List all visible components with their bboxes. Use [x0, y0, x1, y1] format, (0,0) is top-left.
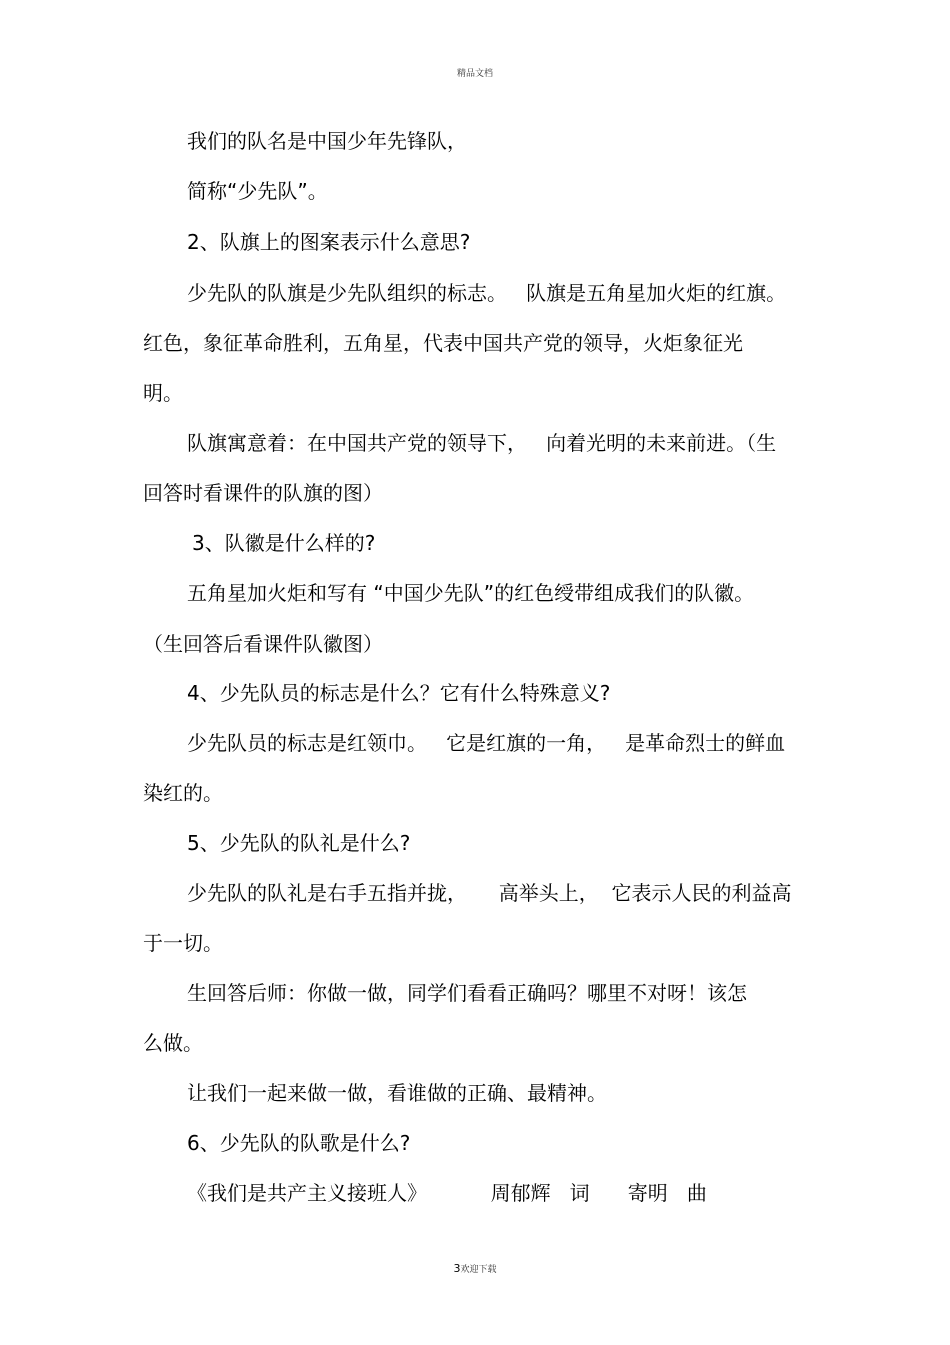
paragraph-line: 红色，象征革命胜利，五角星，代表中国共产党的领导，火炬象征光 — [143, 331, 743, 355]
question-heading: 5、少先队的队礼是什么? — [187, 831, 411, 855]
paragraph-line: 少先队的队旗是少先队组织的标志。 队旗是五角星加火炬的红旗。 — [187, 281, 787, 305]
question-heading: 3、队徽是什么样的? — [192, 531, 376, 555]
page-number: 3 — [453, 1262, 461, 1275]
paragraph-line: 于一切。 — [143, 931, 223, 955]
question-heading: 6、少先队的队歌是什么? — [187, 1131, 411, 1155]
page-footer — [0, 1262, 950, 1275]
paragraph-line: 队旗寓意着：在中国共产党的领导下， 向着光明的未来前进。（生 — [187, 431, 777, 455]
paragraph-line: 五角星加火炬和写有 “中国少先队”的红色绶带组成我们的队徽。 — [187, 581, 755, 605]
paragraph-line: 明。 — [143, 381, 183, 405]
paragraph-line: （生回答后看课件队徽图） — [143, 632, 383, 656]
question-heading: 4、少先队员的标志是什么？它有什么特殊意义? — [187, 681, 611, 705]
footer-text: 欢迎下载 — [460, 1265, 497, 1275]
paragraph-line: 我们的队名是中国少年先锋队， — [187, 129, 467, 153]
paragraph-line: 少先队的队礼是右手五指并拢， 高举头上， 它表示人民的利益高 — [187, 881, 792, 905]
question-heading: 2、队旗上的图案表示什么意思? — [187, 230, 471, 254]
page-header: 精品文档 — [456, 69, 493, 79]
paragraph-line: 么做。 — [143, 1031, 203, 1055]
song-credit-line: 《我们是共产主义接班人》 周郁辉 词 寄明 曲 — [187, 1181, 707, 1205]
paragraph-line: 简称“少先队”。 — [187, 179, 328, 203]
paragraph-line: 让我们一起来做一做，看谁做的正确、最精神。 — [187, 1081, 607, 1105]
paragraph-line: 少先队员的标志是红领巾。 它是红旗的一角， 是革命烈士的鲜血 — [187, 731, 786, 755]
paragraph-line: 生回答后师：你做一做，同学们看看正确吗？哪里不对呀！该怎 — [187, 981, 747, 1005]
paragraph-line: 回答时看课件的队旗的图） — [143, 481, 383, 505]
paragraph-line: 染红的。 — [143, 781, 223, 805]
